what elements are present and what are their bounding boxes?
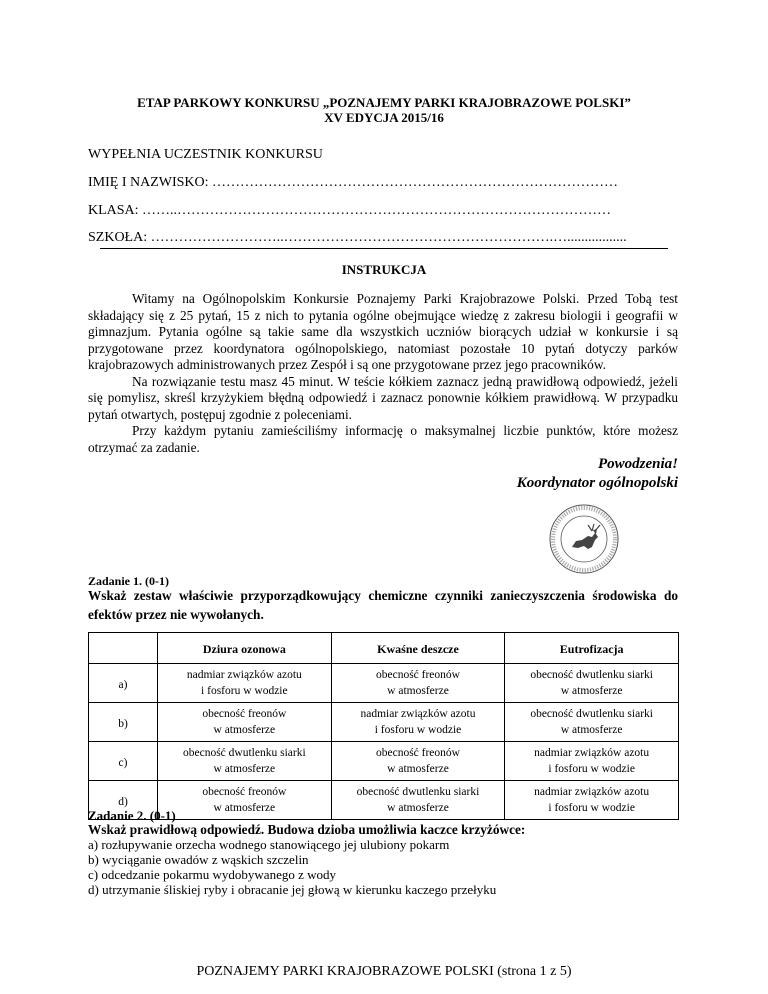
- column-header: Kwaśne deszcze: [331, 633, 505, 664]
- cell-line: obecność freonów: [375, 669, 460, 681]
- table-cell: [505, 781, 679, 820]
- table-cell: [505, 703, 679, 742]
- task1-question: Wskaż zestaw właściwie przyporządkowujący chemiczne czynniki zanieczyszczenia środowiska do efektów przez nie wywołanych.: [88, 588, 678, 622]
- option-label[interactable]: a): [89, 664, 158, 703]
- cell-line: nadmiar związków azotu: [534, 786, 650, 798]
- participant-fill-label: WYPEŁNIA UCZESTNIK KONKURSU: [88, 147, 323, 162]
- cell-line: obecność freonów: [375, 747, 460, 759]
- table-row: [89, 703, 679, 742]
- table-cell: [158, 742, 332, 781]
- cell-line: nadmiar związków azotu: [534, 747, 650, 759]
- table-cell: [331, 781, 505, 820]
- instructions-heading: INSTRUKCJA: [341, 262, 427, 277]
- task2-answer[interactable]: d) utrzymanie śliskiej ryby i obracanie jej głową w kierunku kaczego przełyku: [88, 882, 497, 897]
- cell-line: obecność freonów: [202, 708, 287, 720]
- cell-line: i fosforu w wodzie: [201, 685, 288, 697]
- instructions-body: [88, 291, 678, 456]
- table-cell: [331, 664, 505, 703]
- task2-title: Zadanie 2. (0-1): [88, 808, 176, 823]
- table-cell: [158, 664, 332, 703]
- table-cell: [505, 664, 679, 703]
- cell-line: obecność dwutlenku siarki: [530, 669, 653, 681]
- instructions-paragraph: Witamy na Ogólnopolskim Konkursie Poznajemy Parki Krajobrazowe Polski. Przed Tobą test składający się z 25 pytań, 15 z nich to pytania ogólne obejmujące wiedzę z zakresu biologii i geografii w gimnazjum. Pytania ogólne są takie same dla wszystkich uczniów biorących udział w konkursie i są przygotowane przez koordynatora ogólnopolskiego, natomiast pozostałe 10 pytań dotyczy parków krajobrazowych administrowanych przez Zespół i są one przygotowane przez jego pracowników.: [88, 291, 678, 372]
- cell-line: w atmosferze: [213, 802, 276, 814]
- cell-line: w atmosferze: [387, 685, 449, 697]
- cell-line: w atmosferze: [560, 724, 623, 736]
- cell-line: w atmosferze: [213, 724, 276, 736]
- table-row: [89, 742, 679, 781]
- signature: [517, 455, 678, 493]
- task2-answer[interactable]: a) rozłupywanie orzecha wodnego stanowiącego jej ulubiony pokarm: [88, 837, 450, 852]
- column-header: Eutrofizacja: [505, 633, 679, 664]
- option-label[interactable]: c): [89, 742, 158, 781]
- edition-title: XV EDYCJA 2015/16: [324, 110, 444, 125]
- signature-author: Koordynator ogólnopolski: [516, 475, 678, 491]
- instructions-paragraph: Na rozwiązanie testu masz 45 minut. W teście kółkiem zaznacz jedną prawidłową odpowiedź, jeżeli się pomylisz, skreśl krzyżykiem błędną odpowiedź i zaznacz ponownie kółkiem prawidłową. W przypadku pytań otwartych, postępuj zgodnie z poleceniami.: [88, 373, 678, 422]
- option-label[interactable]: d): [89, 781, 158, 820]
- task1-options-table: [88, 632, 679, 820]
- task2-answer[interactable]: b) wyciąganie owadów z wąskich szczelin: [88, 852, 309, 867]
- table-corner-cell: [89, 633, 158, 664]
- table-cell: [505, 742, 679, 781]
- cell-line: obecność dwutlenku siarki: [183, 747, 306, 759]
- cell-line: w atmosferze: [387, 802, 449, 814]
- class-field: KLASA: ……..…………………………………………………………………………………: [88, 203, 612, 218]
- divider: [100, 248, 668, 249]
- table-row: [89, 664, 679, 703]
- page-footer: POZNAJEMY PARKI KRAJOBRAZOWE POLSKI (strona 1 z 5): [196, 964, 572, 979]
- table-cell: [331, 742, 505, 781]
- cell-line: nadmiar związków azotu: [186, 669, 302, 681]
- park-seal-stamp: [548, 503, 620, 575]
- signature-greeting: Powodzenia!: [597, 456, 678, 472]
- school-field: SZKOŁA: ………………………..………………………………………………….….................: [88, 230, 627, 245]
- instructions-paragraph: Przy każdym pytaniu zamieściliśmy informację o maksymalnej liczbie punktów, które możesz otrzymać za zadanie.: [88, 423, 678, 455]
- task1-title: Zadanie 1. (0-1): [88, 574, 169, 588]
- column-header: Dziura ozonowa: [158, 633, 332, 664]
- table-row: [89, 781, 679, 820]
- task2-answer[interactable]: c) odcedzanie pokarmu wydobywanego z wody: [88, 867, 336, 882]
- cell-line: obecność freonów: [202, 786, 287, 798]
- table-cell: [158, 703, 332, 742]
- cell-line: w atmosferze: [387, 763, 449, 775]
- table-cell: [331, 703, 505, 742]
- cell-line: i fosforu w wodzie: [374, 724, 462, 736]
- cell-line: nadmiar związków azotu: [360, 708, 476, 720]
- cell-line: obecność dwutlenku siarki: [530, 708, 653, 720]
- name-field: IMIĘ I NAZWISKO: ……………………………………………………………………………: [88, 175, 619, 190]
- contest-title: ETAP PARKOWY KONKURSU „POZNAJEMY PARKI KRAJOBRAZOWE POLSKI”: [137, 95, 631, 110]
- option-label[interactable]: b): [89, 703, 158, 742]
- cell-line: i fosforu w wodzie: [548, 802, 635, 814]
- table-cell: [158, 781, 332, 820]
- cell-line: i fosforu w wodzie: [548, 763, 635, 775]
- cell-line: w atmosferze: [213, 763, 276, 775]
- cell-line: w atmosferze: [560, 685, 623, 697]
- task2-question: Wskaż prawidłową odpowiedź. Budowa dzioba umożliwia kaczce krzyżówce:: [88, 822, 526, 837]
- cell-line: obecność dwutlenku siarki: [356, 786, 480, 798]
- table-header-row: [89, 633, 679, 664]
